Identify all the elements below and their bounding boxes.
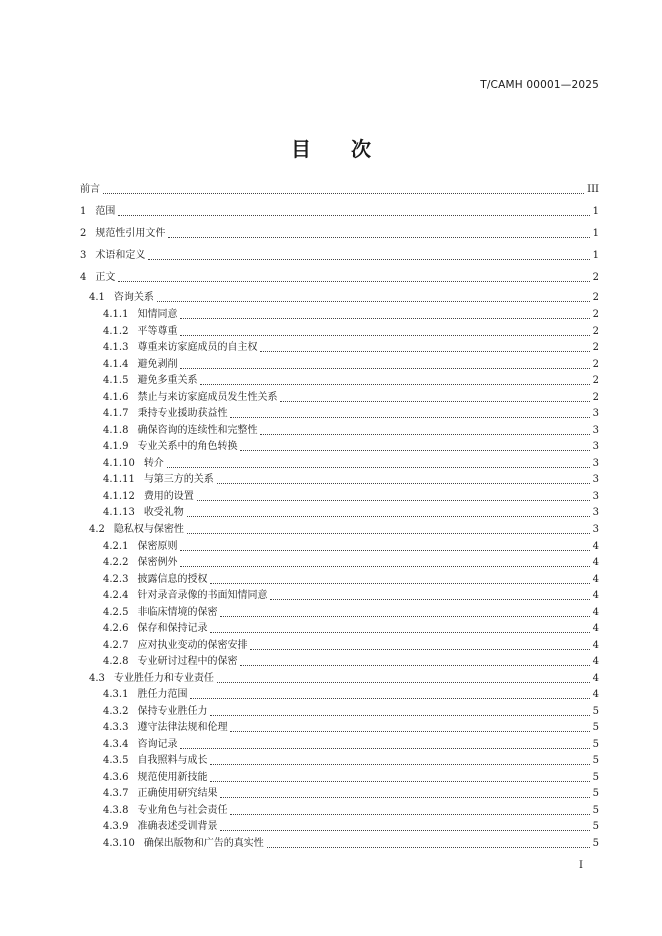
- toc-entry-label: 胜任力范围: [137, 689, 188, 700]
- toc-entry-number: 4.3.9: [103, 821, 129, 832]
- toc-entry-page: 2: [592, 292, 599, 303]
- toc-entry[interactable]: [80, 489, 599, 505]
- toc-entry-label: 避免剥削: [137, 359, 178, 370]
- toc-entry-page: 2: [592, 309, 599, 320]
- dot-leader: [220, 605, 589, 617]
- toc-entry-label: 非临床情境的保密: [137, 607, 218, 618]
- toc-entry[interactable]: [80, 720, 599, 736]
- toc-entry-page: 3: [592, 408, 599, 419]
- toc-entry-number: 4.1.8: [103, 425, 129, 436]
- toc-entry-number: 4.1.13: [103, 507, 135, 518]
- toc-entry-page: 4: [592, 590, 599, 601]
- dot-leader: [230, 720, 589, 732]
- toc-entry-label: 专业关系中的角色转换: [137, 441, 238, 452]
- dot-leader: [168, 226, 589, 238]
- toc-entry-number: 3: [80, 250, 87, 261]
- toc-entry-page: 5: [592, 755, 599, 766]
- toc-entry[interactable]: [80, 522, 599, 538]
- toc-entry-number: 4.3.2: [103, 706, 129, 717]
- toc-entry-label: 专业角色与社会责任: [137, 805, 228, 816]
- toc-entry-label: 正确使用研究结果: [137, 788, 218, 799]
- toc-entry[interactable]: [80, 373, 599, 389]
- toc-entry-page: 2: [592, 342, 599, 353]
- toc-entry-page: 5: [592, 739, 599, 750]
- dot-leader: [167, 456, 590, 468]
- toc-entry-number: 4.3: [89, 673, 105, 684]
- dot-leader: [210, 704, 589, 716]
- toc-entry[interactable]: [80, 307, 599, 323]
- toc-entry[interactable]: [80, 248, 599, 264]
- toc-entry[interactable]: [80, 654, 599, 670]
- toc-entry-number: 4.2.5: [103, 607, 129, 618]
- toc-entry-page: 4: [592, 673, 599, 684]
- toc-entry-label: 应对执业变动的保密安排: [137, 640, 248, 651]
- dot-leader: [180, 357, 589, 369]
- toc-entry-number: 4.1.11: [103, 474, 135, 485]
- toc-entry-label: 范围: [95, 206, 116, 217]
- toc-entry[interactable]: [80, 357, 599, 373]
- toc-entry-page: 1: [592, 228, 599, 239]
- dot-leader: [250, 638, 589, 650]
- toc-entry-number: 4.1.6: [103, 392, 129, 403]
- toc-entry[interactable]: [80, 803, 599, 819]
- toc-entry-page: 5: [592, 722, 599, 733]
- toc-entry-label: 专业胜任力和专业责任: [113, 673, 214, 684]
- toc-entry-label: 自我照料与成长: [137, 755, 208, 766]
- toc-entry-number: 4.2.8: [103, 656, 129, 667]
- dot-leader: [267, 836, 590, 848]
- dot-leader: [220, 786, 589, 798]
- toc-entry-page: 4: [592, 541, 599, 552]
- toc-entry[interactable]: [80, 423, 599, 439]
- toc-entry-page: 5: [592, 805, 599, 816]
- toc-entry[interactable]: [80, 182, 599, 198]
- toc-entry[interactable]: [80, 671, 599, 687]
- toc-entry-label: 规范使用新技能: [137, 772, 208, 783]
- dot-leader: [270, 588, 589, 600]
- page-title: [0, 133, 662, 162]
- document-code: T/CAMH 00001—2025: [480, 79, 599, 91]
- toc-entry-number: 4.3.4: [103, 739, 129, 750]
- toc-entry[interactable]: [80, 472, 599, 488]
- toc-entry-page: 4: [592, 623, 599, 634]
- toc-entry[interactable]: [80, 704, 599, 720]
- toc-entry[interactable]: [80, 770, 599, 786]
- title-char-1: 目: [291, 137, 311, 161]
- dot-leader: [118, 270, 589, 282]
- dot-leader: [280, 390, 589, 402]
- toc-entry[interactable]: [80, 819, 599, 835]
- toc-entry-number: 4.1.1: [103, 309, 129, 320]
- toc-entry-number: 4: [80, 272, 87, 283]
- toc-entry-number: 4.2.2: [103, 557, 129, 568]
- toc-entry-label: 费用的设置: [143, 491, 194, 502]
- dot-leader: [187, 522, 590, 534]
- toc-entry-number: 4.3.8: [103, 805, 129, 816]
- toc-entry-number: 4.2.6: [103, 623, 129, 634]
- toc-entry-number: 4.1.2: [103, 326, 129, 337]
- dot-leader: [200, 373, 589, 385]
- toc-entry-number: 4.2.7: [103, 640, 129, 651]
- toc-entry-page: 4: [592, 557, 599, 568]
- toc-entry-number: 4.1.7: [103, 408, 129, 419]
- toc-entry-page: III: [587, 184, 599, 195]
- toc-entry-page: 5: [592, 706, 599, 717]
- toc-entry-label: 披露信息的授权: [137, 574, 208, 585]
- toc-entry[interactable]: [80, 687, 599, 703]
- dot-leader: [217, 671, 590, 683]
- toc-entry-number: 2: [80, 228, 87, 239]
- toc-entry-label: 禁止与来访家庭成员发生性关系: [137, 392, 278, 403]
- toc-entry[interactable]: [80, 406, 599, 422]
- toc-entry-page: 5: [592, 788, 599, 799]
- toc-entry[interactable]: [80, 505, 599, 521]
- toc-entry[interactable]: [80, 270, 599, 286]
- dot-leader: [103, 182, 584, 194]
- dot-leader: [230, 803, 589, 815]
- toc-entry-label: 规范性引用文件: [95, 228, 166, 239]
- toc-entry-number: 4.2.4: [103, 590, 129, 601]
- dot-leader: [118, 204, 589, 216]
- toc-entry-number: 1: [80, 206, 87, 217]
- toc-entry-page: 4: [592, 656, 599, 667]
- dot-leader: [157, 290, 590, 302]
- toc-entry-page: 3: [592, 441, 599, 452]
- toc-entry[interactable]: [80, 753, 599, 769]
- dot-leader: [230, 406, 589, 418]
- toc-entry-page: 3: [592, 458, 599, 469]
- toc-entry-page: 3: [592, 425, 599, 436]
- toc-entry-label: 准确表述受训背景: [137, 821, 218, 832]
- toc-entry-label: 确保咨询的连续性和完整性: [137, 425, 258, 436]
- toc-entry-page: 3: [592, 474, 599, 485]
- toc-entry-page: 2: [592, 392, 599, 403]
- toc-entry-label: 咨询记录: [137, 739, 178, 750]
- toc-entry-number: 4.3.6: [103, 772, 129, 783]
- toc-entry-number: 4.1: [89, 292, 105, 303]
- toc-entry-number: 4.1.9: [103, 441, 129, 452]
- toc-entry-page: 5: [592, 772, 599, 783]
- page-number: I: [579, 860, 583, 871]
- toc-entry-number: 4.3.1: [103, 689, 129, 700]
- toc-entry[interactable]: [80, 226, 599, 242]
- toc-entry-page: 4: [592, 640, 599, 651]
- toc-entry-label: 秉持专业援助获益性: [137, 408, 228, 419]
- toc-entry[interactable]: [80, 786, 599, 802]
- toc-entry-label: 尊重来访家庭成员的自主权: [137, 342, 258, 353]
- toc-entry-label: 确保出版物和广告的真实性: [143, 838, 264, 849]
- toc-entry-page: 3: [592, 507, 599, 518]
- toc-entry-page: 4: [592, 607, 599, 618]
- dot-leader: [180, 737, 589, 749]
- toc-entry-label: 平等尊重: [137, 326, 178, 337]
- dot-leader: [260, 423, 589, 435]
- dot-leader: [210, 572, 589, 584]
- toc-entry-number: 4.1.10: [103, 458, 135, 469]
- dot-leader: [180, 307, 589, 319]
- dot-leader: [220, 819, 589, 831]
- toc-entry-page: 3: [592, 491, 599, 502]
- toc-entry-page: 2: [592, 375, 599, 386]
- dot-leader: [180, 324, 589, 336]
- toc-entry-label: 收受礼物: [143, 507, 184, 518]
- toc-entry-page: 2: [592, 359, 599, 370]
- toc-entry-page: 4: [592, 689, 599, 700]
- toc-entry-number: 4.1.4: [103, 359, 129, 370]
- dot-leader: [180, 539, 589, 551]
- toc-entry-label: 专业研讨过程中的保密: [137, 656, 238, 667]
- toc-entry-label: 术语和定义: [95, 250, 146, 261]
- toc-entry-page: 1: [592, 206, 599, 217]
- toc-entry-number: 4.1.12: [103, 491, 135, 502]
- toc-entry[interactable]: [80, 290, 599, 306]
- dot-leader: [240, 439, 589, 451]
- toc-entry[interactable]: [80, 555, 599, 571]
- toc-entry-number: 前言: [80, 184, 100, 195]
- toc-entry[interactable]: [80, 572, 599, 588]
- toc-entry-page: 2: [592, 326, 599, 337]
- dot-leader: [240, 654, 589, 666]
- toc-entry-number: 4.3.3: [103, 722, 129, 733]
- dot-leader: [210, 621, 589, 633]
- toc-entry[interactable]: [80, 737, 599, 753]
- toc-entry[interactable]: [80, 539, 599, 555]
- toc-entry-page: 4: [592, 574, 599, 585]
- toc-entry-label: 隐私权与保密性: [113, 524, 184, 535]
- dot-leader: [217, 472, 590, 484]
- toc-entry-label: 咨询关系: [113, 292, 154, 303]
- toc-entry-page: 5: [592, 838, 599, 849]
- toc-entry-number: 4.3.7: [103, 788, 129, 799]
- toc-entry-label: 针对录音录像的书面知情同意: [137, 590, 268, 601]
- toc-entry-label: 保持专业胜任力: [137, 706, 208, 717]
- toc-entry-number: 4.2.1: [103, 541, 129, 552]
- toc-entry-page: 2: [592, 272, 599, 283]
- dot-leader: [210, 753, 589, 765]
- toc-entry[interactable]: [80, 439, 599, 455]
- toc-entry-label: 保密例外: [137, 557, 178, 568]
- toc-entry[interactable]: [80, 588, 599, 604]
- toc-entry-number: 4.2: [89, 524, 105, 535]
- toc-entry-number: 4.3.10: [103, 838, 135, 849]
- dot-leader: [190, 687, 589, 699]
- toc-entry-label: 转介: [143, 458, 164, 469]
- toc-entry[interactable]: [80, 456, 599, 472]
- toc-entry-label: 与第三方的关系: [143, 474, 214, 485]
- toc-entry[interactable]: [80, 638, 599, 654]
- toc-entry-label: 正文: [95, 272, 116, 283]
- toc-entry-label: 避免多重关系: [137, 375, 198, 386]
- toc-entry[interactable]: [80, 324, 599, 340]
- toc-entry[interactable]: [80, 204, 599, 220]
- dot-leader: [197, 489, 590, 501]
- toc-entry-label: 知情同意: [137, 309, 178, 320]
- toc-entry[interactable]: [80, 340, 599, 356]
- dot-leader: [210, 770, 589, 782]
- toc-entry-number: 4.1.3: [103, 342, 129, 353]
- toc-entry-page: 1: [592, 250, 599, 261]
- title-char-2: 次: [351, 137, 371, 161]
- dot-leader: [187, 505, 590, 517]
- toc-entry[interactable]: [80, 836, 599, 852]
- toc-entry-number: 4.3.5: [103, 755, 129, 766]
- toc-entry[interactable]: [80, 390, 599, 406]
- toc-entry[interactable]: [80, 605, 599, 621]
- toc-entry-number: 4.1.5: [103, 375, 129, 386]
- toc-entry-label: 保存和保持记录: [137, 623, 208, 634]
- toc-entry[interactable]: [80, 621, 599, 637]
- dot-leader: [260, 340, 589, 352]
- toc-entry-page: 5: [592, 821, 599, 832]
- toc-entry-number: 4.2.3: [103, 574, 129, 585]
- toc-entry-label: 保密原则: [137, 541, 178, 552]
- toc-entry-label: 遵守法律法规和伦理: [137, 722, 228, 733]
- toc-entry-page: 3: [592, 524, 599, 535]
- dot-leader: [148, 248, 589, 260]
- dot-leader: [180, 555, 589, 567]
